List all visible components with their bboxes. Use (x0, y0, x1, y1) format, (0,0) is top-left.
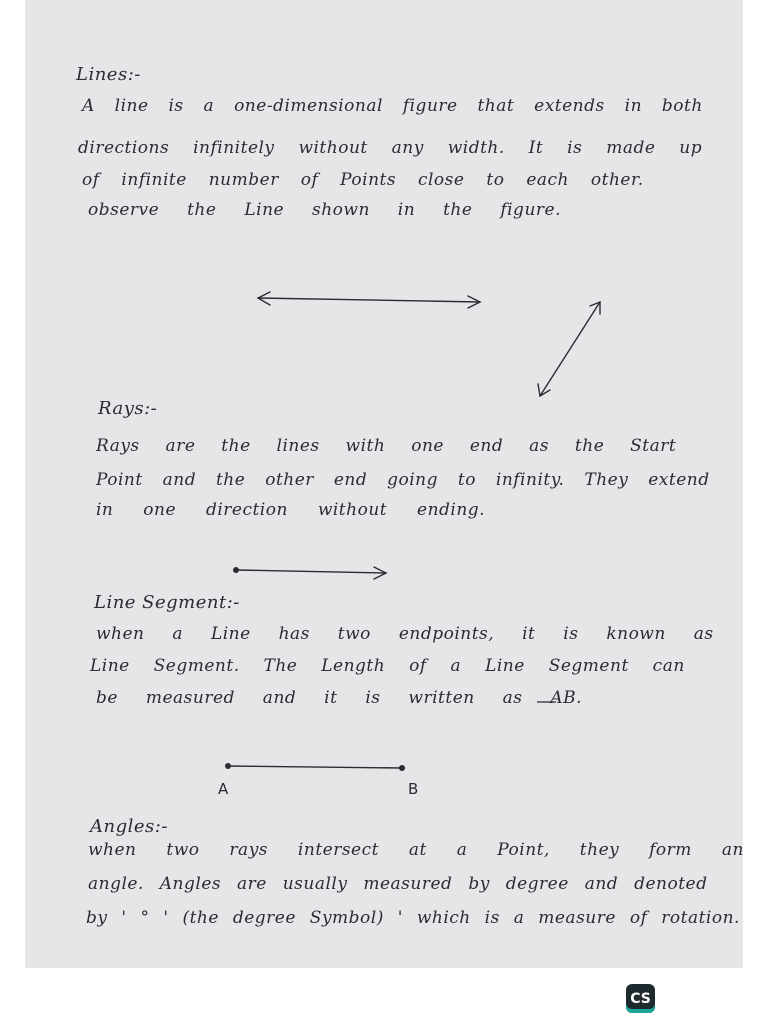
ray-start-point (233, 567, 239, 573)
line-segment-figure (228, 766, 402, 768)
segment-text-3: be measured and it is written as AB. (96, 688, 583, 708)
rays-text-2: Point and the other end going to infinity. They extend (96, 470, 710, 490)
angles-text-1: when two rays intersect at a Point, they form an (88, 840, 744, 860)
rays-text-1: Rays are the lines with one end as the Start (96, 436, 677, 456)
lines-text-2: directions infinitely without any width. It is made up (78, 138, 703, 158)
ray-figure (236, 567, 386, 579)
label-point-b: B (408, 780, 419, 798)
lines-heading: Lines:- (76, 64, 141, 85)
segment-point-a (225, 763, 231, 769)
rays-heading: Rays:- (98, 398, 158, 419)
angles-text-3: by ' ° ' (the degree Symbol) ' which is a measure of rotation. (86, 908, 740, 928)
segment-heading: Line Segment:- (94, 592, 240, 613)
lines-text-4: observe the Line shown in the figure. (88, 200, 561, 220)
double-arrow-line-horizontal (258, 292, 480, 308)
segment-point-b (399, 765, 405, 771)
camscanner-logo: CS (626, 984, 655, 1013)
lines-text-1: A line is a one-dimensional figure that extends in both (82, 96, 703, 116)
angles-text-2: angle. Angles are usually measured by degree and denoted (88, 874, 708, 894)
segment-text-2: Line Segment. The Length of a Line Segment can (90, 656, 685, 676)
label-point-a: A (218, 780, 229, 798)
angles-heading: Angles:- (90, 816, 168, 837)
segment-text-1: when a Line has two endpoints, it is known as (96, 624, 714, 644)
lines-text-3: of infinite number of Points close to each other. (82, 170, 644, 190)
rays-text-3: in one direction without ending. (96, 500, 486, 520)
double-arrow-line-diagonal (538, 302, 600, 396)
